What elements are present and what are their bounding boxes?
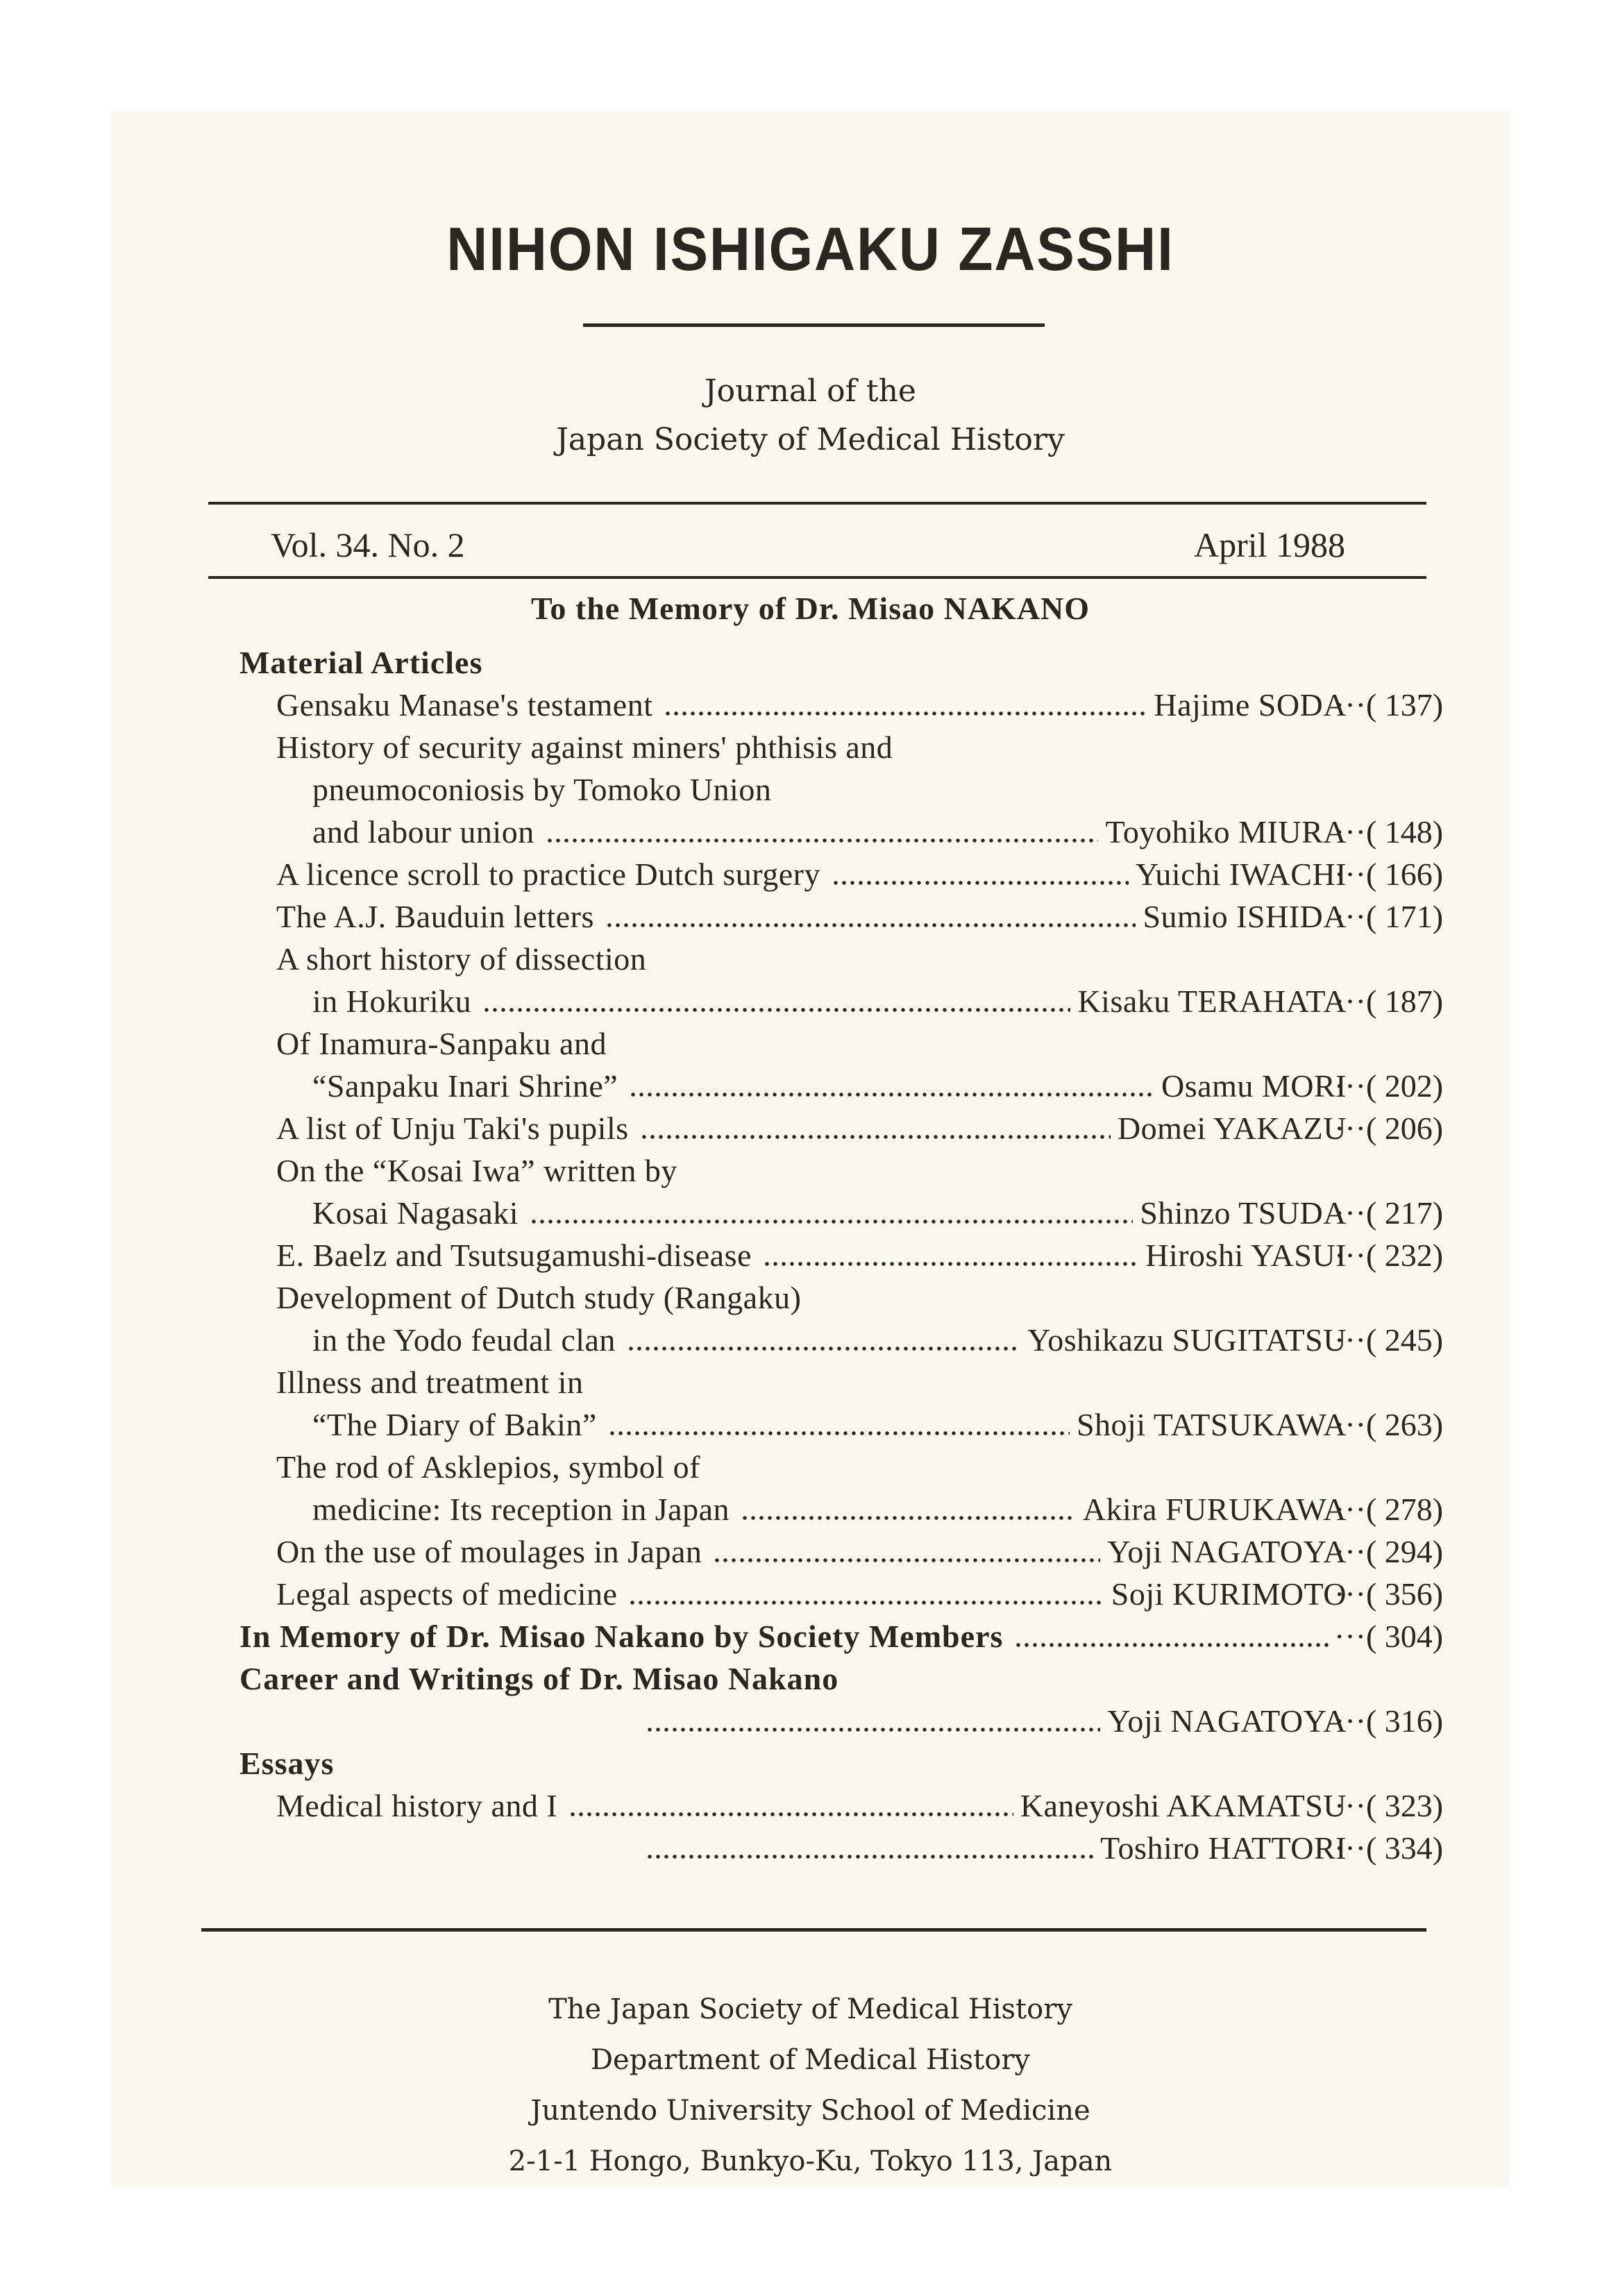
toc-article-title-line: A short history of dissection <box>276 941 647 977</box>
page-number-value: 137 <box>1384 687 1433 723</box>
section-heading-career: Career and Writings of Dr. Misao Nakano <box>239 1661 839 1696</box>
toc-article-title-line: Development of Dutch study (Rangaku) <box>276 1280 802 1315</box>
toc-author: Shinzo TSUDA <box>1140 1195 1347 1231</box>
toc-author: Domei YAKAZU <box>1117 1111 1347 1146</box>
toc-article-title-line: and labour union <box>312 814 534 850</box>
journal-page <box>111 111 1510 2186</box>
section-heading-material-articles: Material Articles <box>239 645 483 680</box>
publisher-department: Department of Medical History <box>590 2044 1030 2076</box>
toc-author: Shoji TATSUKAWA <box>1076 1407 1347 1442</box>
toc-author: Hiroshi YASUI <box>1145 1238 1347 1273</box>
toc-article-title-line: The rod of Asklepios, symbol of <box>276 1449 700 1485</box>
page-number-value: 232 <box>1384 1238 1433 1273</box>
divider-rule <box>208 502 1426 505</box>
toc-article-title-line: Of Inamura-Sanpaku and <box>276 1026 607 1061</box>
page-number-value: 217 <box>1384 1195 1433 1231</box>
toc-article-title-line: History of security against miners' phthisis and <box>276 729 893 765</box>
dot-leader <box>664 711 1147 716</box>
toc-article-title-line: in Hokuriku <box>312 984 472 1019</box>
toc-article-title-line: Illness and treatment in <box>276 1365 584 1400</box>
toc-article-title-line: Kosai Nagasaki <box>312 1195 519 1231</box>
toc-essay-title: Medical history and I <box>276 1788 558 1823</box>
page-number-value: 278 <box>1384 1492 1433 1527</box>
toc-author: Hajime SODA <box>1154 687 1347 723</box>
journal-title: NIHON ISHIGAKU ZASSHI <box>446 214 1174 283</box>
section-heading-in-memory: In Memory of Dr. Misao Nakano by Society Members <box>239 1619 1004 1654</box>
page-number-value: 316 <box>1384 1703 1433 1739</box>
page-number-value: 304 <box>1384 1619 1433 1654</box>
volume-number: Vol. 34. No. 2 <box>271 525 465 564</box>
publisher-name: The Japan Society of Medical History <box>548 1993 1072 2025</box>
dot-leader <box>832 881 1129 885</box>
toc-author: Toshiro HATTORI <box>1100 1830 1347 1866</box>
dot-leader <box>627 1347 1020 1351</box>
toc-author: Yoshikazu SUGITATSU <box>1027 1322 1347 1358</box>
toc-article-title-line: “Sanpaku Inari Shrine” <box>312 1068 618 1104</box>
dot-leader <box>482 1008 1070 1012</box>
toc-article-title-line: pneumoconiosis by Tomoko Union <box>312 772 772 807</box>
toc-article-title-line: in the Yodo feudal clan <box>312 1322 616 1358</box>
page-number-value: 334 <box>1384 1830 1433 1866</box>
page-number-value: 356 <box>1384 1576 1433 1612</box>
dot-leader <box>628 1601 1104 1605</box>
toc-page-number: ···( 202) <box>1334 1068 1444 1104</box>
toc-author: Kaneyoshi AKAMATSU <box>1020 1788 1347 1823</box>
toc-article-title-line: “The Diary of Bakin” <box>312 1407 597 1442</box>
toc-page-number: ···( 263) <box>1334 1407 1444 1442</box>
toc-article-title-line: E. Baelz and Tsutsugamushi-disease <box>276 1238 752 1273</box>
toc-page-number: ···( 171) <box>1334 899 1444 934</box>
memorial-heading: To the Memory of Dr. Misao NAKANO <box>530 591 1090 626</box>
page-number-value: 263 <box>1384 1407 1433 1442</box>
divider-rule <box>208 576 1426 579</box>
toc-author: Yoji NAGATOYA <box>1107 1703 1347 1739</box>
toc-author: Osamu MORI <box>1161 1068 1347 1104</box>
toc-article-title-line: Gensaku Manase's testament <box>276 687 653 723</box>
journal-subtitle-line1: Journal of the <box>705 373 916 409</box>
publisher-institution: Juntendo University School of Medicine <box>530 2095 1090 2127</box>
section-heading-essays: Essays <box>239 1746 335 1781</box>
dot-leader <box>530 1219 1133 1224</box>
toc-author: Kisaku TERAHATA <box>1077 984 1347 1019</box>
toc-page-number: ···( 137) <box>1334 687 1444 723</box>
toc-page-number: ···( 206) <box>1334 1111 1444 1146</box>
page-number-value: 294 <box>1384 1534 1433 1569</box>
toc-page-number: ···( 323) <box>1334 1788 1444 1823</box>
toc-page-number: ···( 356) <box>1334 1576 1444 1612</box>
toc-page-number: ···( 166) <box>1334 856 1444 892</box>
publisher-address: 2-1-1 Hongo, Bunkyo-Ku, Tokyo 113, Japan <box>508 2145 1113 2177</box>
journal-subtitle-line2: Japan Society of Medical History <box>556 422 1065 457</box>
page-number-value: 187 <box>1384 984 1433 1019</box>
toc-page-number: ···( 148) <box>1334 814 1444 850</box>
dot-leader <box>713 1558 1100 1562</box>
toc-page-number: ···( 217) <box>1334 1195 1444 1231</box>
toc-page-number: ···( 187) <box>1334 984 1444 1019</box>
toc-article-title-line: medicine: Its reception in Japan <box>312 1492 730 1527</box>
toc-author: Yoji NAGATOYA <box>1107 1534 1347 1569</box>
toc-article-title-line: The A.J. Bauduin letters <box>276 899 594 934</box>
dot-leader <box>605 923 1136 927</box>
toc-author: Toyohiko MIURA <box>1105 814 1347 850</box>
dot-leader <box>646 1855 1093 1859</box>
toc-article-title-line: On the use of moulages in Japan <box>276 1534 702 1569</box>
toc-page-number: ···( 304) <box>1334 1619 1444 1654</box>
dot-leader <box>629 1092 1154 1097</box>
page-number-value: 245 <box>1384 1322 1433 1358</box>
page-number-value: 206 <box>1384 1111 1433 1146</box>
toc-article-title-line: A licence scroll to practice Dutch surgery <box>276 856 820 892</box>
toc-page-number: ···( 245) <box>1334 1322 1444 1358</box>
toc-page-number: ···( 278) <box>1334 1492 1444 1527</box>
toc-article-title-line: Legal aspects of medicine <box>276 1576 618 1612</box>
dot-leader <box>741 1516 1076 1520</box>
dot-leader <box>1014 1643 1333 1647</box>
dot-leader <box>763 1262 1138 1266</box>
toc-page-number: ···( 316) <box>1334 1703 1444 1739</box>
dot-leader <box>568 1812 1013 1816</box>
toc-page-number: ···( 294) <box>1334 1534 1444 1569</box>
toc-author: Yuichi IWACHI <box>1135 856 1347 892</box>
toc-article-title-line: On the “Kosai Iwa” written by <box>276 1153 677 1188</box>
issue-date: April 1988 <box>1194 525 1346 564</box>
toc-page-number: ···( 334) <box>1334 1830 1444 1866</box>
dot-leader <box>640 1135 1111 1139</box>
dot-leader <box>546 838 1099 843</box>
toc-author: Akira FURUKAWA <box>1082 1492 1347 1527</box>
toc-author: Sumio ISHIDA <box>1143 899 1347 934</box>
dot-leader <box>608 1431 1070 1435</box>
divider-rule <box>201 1928 1426 1932</box>
dot-leader <box>646 1728 1100 1732</box>
page-number-value: 323 <box>1384 1788 1433 1823</box>
page-number-value: 166 <box>1384 856 1433 892</box>
page-number-value: 171 <box>1384 899 1433 934</box>
page-number-value: 148 <box>1384 814 1433 850</box>
toc-author: Soji KURIMOTO <box>1111 1576 1347 1612</box>
page-number-value: 202 <box>1384 1068 1433 1104</box>
title-underline <box>583 323 1045 327</box>
toc-page-number: ···( 232) <box>1334 1238 1444 1273</box>
toc-article-title-line: A list of Unju Taki's pupils <box>276 1111 629 1146</box>
